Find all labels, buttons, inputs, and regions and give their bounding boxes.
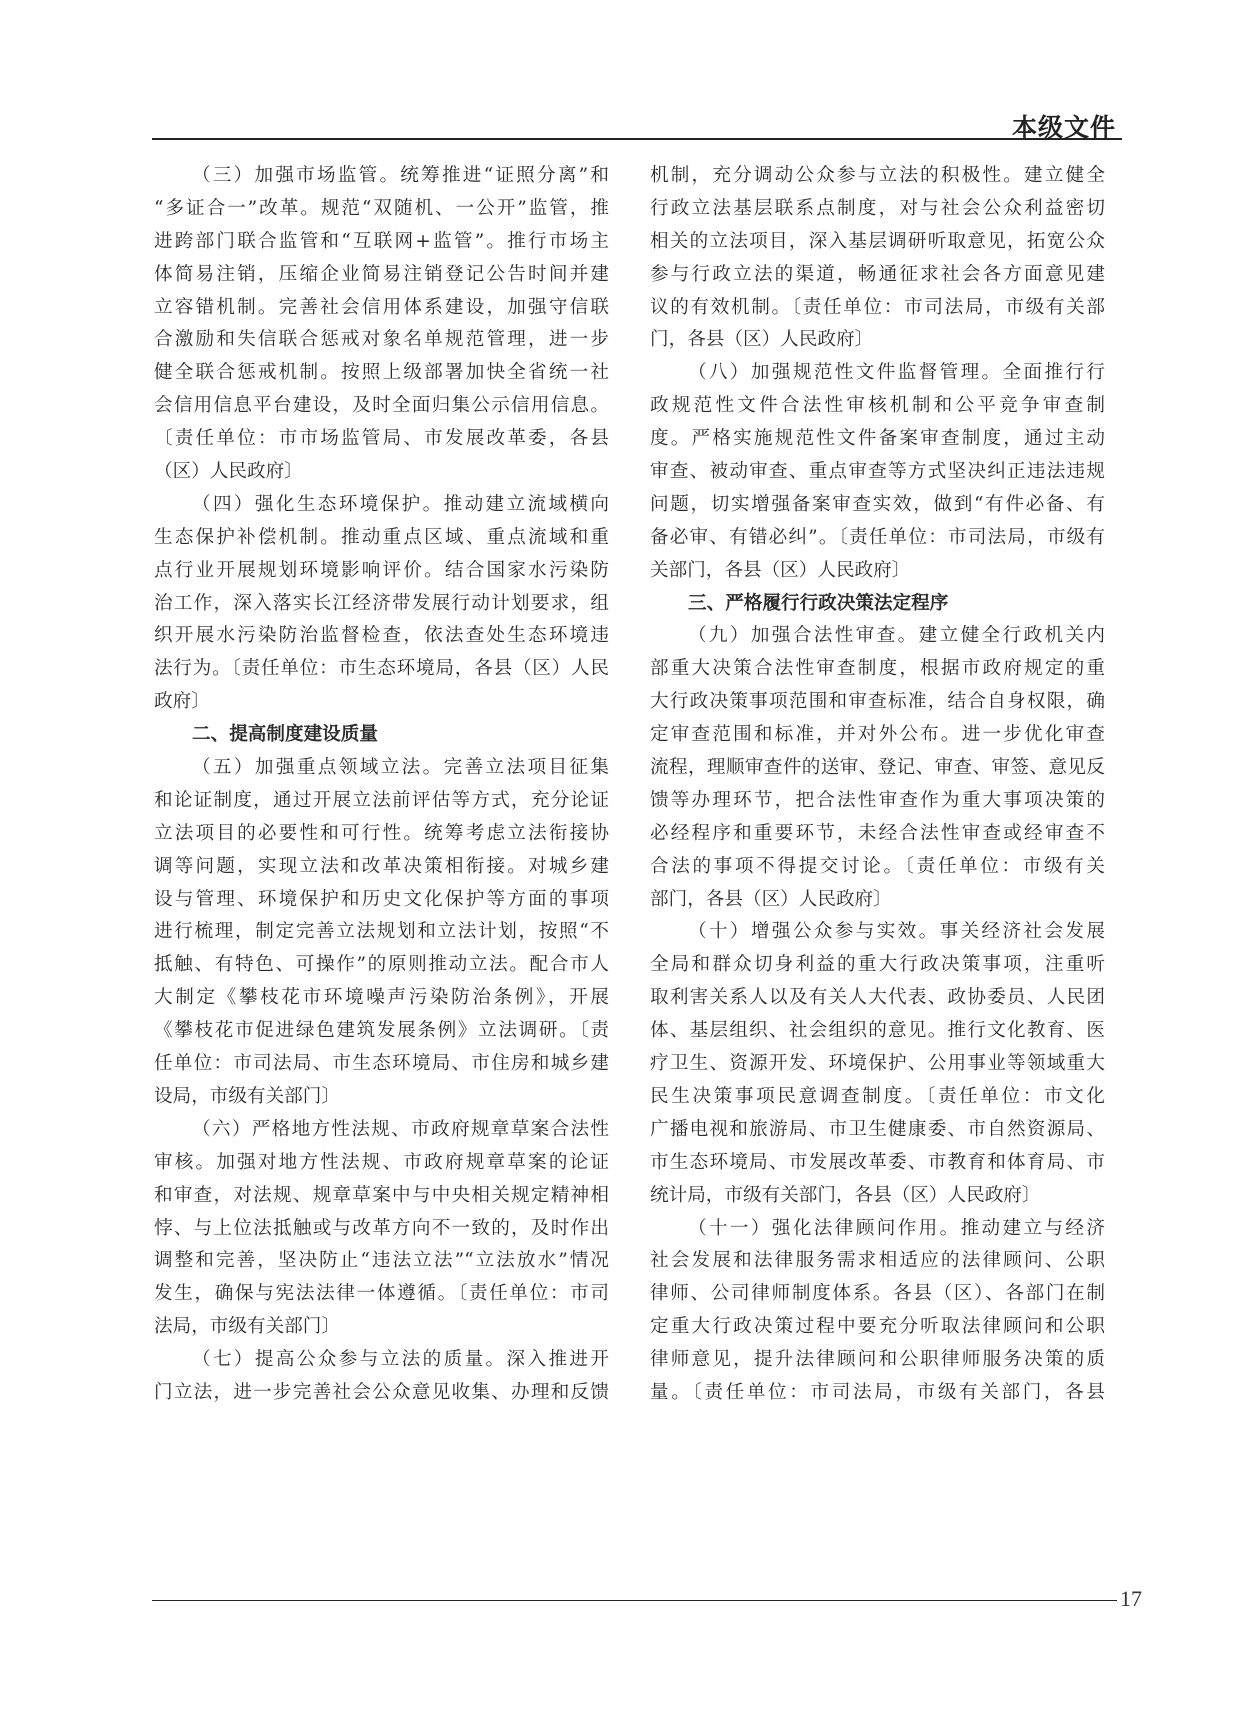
text-line: 抵触、有特色、可操作”的原则推动立法。配合市人: [154, 954, 609, 976]
text-line: 合法的事项不得提交讨论。〔责任单位：市级有关: [650, 855, 1105, 877]
text-line: 相关的立法项目，深入基层调研听取意见，拓宽公众: [650, 230, 1105, 252]
paragraph: [650, 160, 1105, 357]
text-line: 调等问题，实现立法和改革决策相衔接。对城乡建: [154, 855, 609, 877]
left-column: [154, 160, 609, 1410]
text-line: 大行政决策事项范围和审查标准，结合自身权限，确: [650, 691, 1105, 713]
text-line: 机制，充分调动公众参与立法的积极性。建立健全: [650, 165, 1105, 186]
paragraph: [650, 916, 1105, 1212]
paragraph: [154, 1344, 609, 1410]
text-line: 健全联合惩戒机制。按照上级部署加快全省统一社: [154, 362, 609, 384]
text-line: 政府〕: [154, 691, 210, 713]
text-line: 三、严格履行行政决策法定程序: [688, 592, 949, 614]
text-line: 备必审、有错必纠”。〔责任单位：市司法局，市级有: [650, 526, 1105, 548]
text-line: 二、提高制度建设质量: [192, 724, 378, 746]
text-line: （十一）强化法律顾问作用。推动建立与经济: [688, 1217, 1105, 1239]
text-line: 生态保护补偿机制。推动重点区域、重点流域和重: [154, 526, 609, 548]
text-line: （八）加强规范性文件监督管理。全面推行行: [688, 362, 1105, 384]
text-line: 体简易注销，压缩企业简易注销登记公告时间并建: [154, 263, 609, 285]
text-line: 馈等办理环节，把合法性审查作为重大事项决策的: [650, 789, 1105, 811]
text-line: （六）严格地方性法规、市政府规章草案合法性: [192, 1118, 609, 1140]
text-line: 统计局，市级有关部门，各县（区）人民政府〕: [650, 1184, 1041, 1206]
section-header-title: 本级文件: [1011, 113, 1116, 142]
right-column: [650, 160, 1105, 1410]
text-line: （四）强化生态环境保护。推动建立流域横向: [192, 493, 609, 515]
text-line: （七）提高公众参与立法的质量。深入推进开: [192, 1349, 609, 1371]
text-line: 门，各县（区）人民政府〕: [650, 329, 874, 351]
text-line: 定审查范围和标准，并对外公布。进一步优化审查: [650, 724, 1105, 746]
text-line: 《攀枝花市促进绿色建筑发展条例》立法调研。〔责: [154, 1020, 609, 1042]
text-line: 法行为。〔责任单位：市生态环境局，各县（区）人民: [154, 658, 609, 680]
page-number: 17: [1120, 1586, 1142, 1611]
text-line: 调整和完善，坚决防止“违法立法”“立法放水”情况: [154, 1250, 609, 1272]
header-rule: [152, 138, 1122, 140]
section-heading: [154, 719, 609, 752]
paragraph: [154, 489, 609, 719]
text-line: 〔责任单位：市市场监管局、市发展改革委，各县: [154, 428, 609, 450]
text-line: （五）加强重点领域立法。完善立法项目征集: [192, 757, 609, 779]
text-line: 量。〔责任单位：市司法局，市级有关部门，各县: [650, 1381, 1105, 1403]
section-heading: [650, 588, 1105, 621]
text-line: 立容错机制。完善社会信用体系建设，加强守信联: [154, 296, 609, 318]
text-line: 部门，各县（区）人民政府〕: [650, 888, 892, 910]
text-line: 设局，市级有关部门〕: [154, 1085, 340, 1107]
text-line: （九）加强合法性审查。建立健全行政机关内: [688, 625, 1105, 647]
text-line: 任单位：市司法局、市生态环境局、市住房和城乡建: [154, 1053, 609, 1075]
text-line: 门立法，进一步完善社会公众意见收集、办理和反馈: [154, 1381, 609, 1403]
text-line: 社会发展和法律服务需求相适应的法律顾问、公职: [650, 1250, 1105, 1272]
text-line: 悖、与上位法抵触或与改革方向不一致的，及时作出: [154, 1217, 609, 1239]
text-line: 律师、公司律师制度体系。各县（区）、各部门在制: [650, 1283, 1105, 1305]
footer-rule: [152, 1600, 1117, 1601]
text-line: 大制定《攀枝花市环境噪声污染防治条例》，开展: [154, 987, 609, 1009]
text-line: 全局和群众切身利益的重大行政决策事项，注重听: [650, 954, 1105, 976]
text-line: 定重大行政决策过程中要充分听取法律顾问和公职: [650, 1316, 1105, 1338]
text-line: 民生决策事项民意调查制度。〔责任单位：市文化: [650, 1085, 1105, 1107]
paragraph: [650, 1213, 1105, 1410]
text-line: 参与行政立法的渠道，畅通征求社会各方面意见建: [650, 263, 1105, 285]
text-line: 治工作，深入落实长江经济带发展行动计划要求，组: [154, 592, 609, 614]
paragraph: [650, 620, 1105, 916]
text-line: （十）增强公众参与实效。事关经济社会发展: [688, 921, 1105, 943]
text-line: 审核。加强对地方性法规、市政府规章草案的论证: [154, 1151, 609, 1173]
text-line: 发生，确保与宪法法律一体遵循。〔责任单位：市司: [154, 1283, 609, 1305]
paragraph: [154, 1114, 609, 1344]
text-line: 和审查，对法规、规章草案中与中央相关规定精神相: [154, 1184, 609, 1206]
text-line: 广播电视和旅游局、市卫生健康委、市自然资源局、: [650, 1118, 1105, 1140]
text-line: 关部门，各县（区）人民政府〕: [650, 559, 911, 581]
paragraph: [154, 160, 609, 489]
text-line: 点行业开展规划环境影响评价。结合国家水污染防: [154, 559, 609, 581]
paragraph: [650, 357, 1105, 587]
text-line: 织开展水污染防治监督检查，依法查处生态环境违: [154, 625, 609, 647]
text-line: 议的有效机制。〔责任单位：市司法局，市级有关部: [650, 296, 1105, 318]
text-line: 取利害关系人以及有关人大代表、政协委员、人民团: [650, 987, 1105, 1009]
text-line: 律师意见，提升法律顾问和公职律师服务决策的质: [650, 1349, 1105, 1371]
text-line: 体、基层组织、社会组织的意见。推行文化教育、医: [650, 1020, 1105, 1042]
text-line: 市生态环境局、市发展改革委、市教育和体育局、市: [650, 1151, 1105, 1173]
text-line: 流程，理顺审查件的送审、登记、审查、审签、意见反: [650, 757, 1105, 779]
text-line: 行政立法基层联系点制度，对与社会公众利益密切: [650, 197, 1105, 219]
text-line: “多证合一”改革。规范“双随机、一公开”监管，推: [154, 197, 609, 219]
text-line: 部重大决策合法性审查制度，根据市政府规定的重: [650, 658, 1105, 680]
text-line: 进行梳理，制定完善立法规划和立法计划，按照“不: [154, 921, 609, 943]
text-line: 合激励和失信联合惩戒对象名单规范管理，进一步: [154, 329, 609, 351]
text-line: （区）人民政府〕: [154, 461, 303, 483]
paragraph: [154, 752, 609, 1114]
text-line: 疗卫生、资源开发、环境保护、公用事业等领域重大: [650, 1053, 1105, 1075]
text-line: 法局，市级有关部门〕: [154, 1316, 340, 1338]
text-line: 必经程序和重要环节，未经合法性审查或经审查不: [650, 822, 1105, 844]
text-line: 审查、被动审查、重点审查等方式坚决纠正违法违规: [650, 461, 1105, 483]
text-line: 问题，切实增强备案审查实效，做到“有件必备、有: [650, 493, 1105, 515]
text-line: 和论证制度，通过开展立法前评估等方式，充分论证: [154, 789, 609, 811]
text-line: 立法项目的必要性和可行性。统筹考虑立法衔接协: [154, 822, 609, 844]
text-line: 进跨部门联合监管和“互联网+监管”。推行市场主: [154, 230, 609, 252]
text-line: （三）加强市场监管。统筹推进“证照分离”和: [192, 165, 609, 186]
text-line: 设与管理、环境保护和历史文化保护等方面的事项: [154, 888, 609, 910]
text-line: 政规范性文件合法性审核机制和公平竞争审查制: [650, 395, 1105, 417]
text-line: 会信用信息平台建设，及时全面归集公示信用信息。: [154, 395, 609, 417]
text-line: 度。严格实施规范性文件备案审查制度，通过主动: [650, 428, 1105, 450]
